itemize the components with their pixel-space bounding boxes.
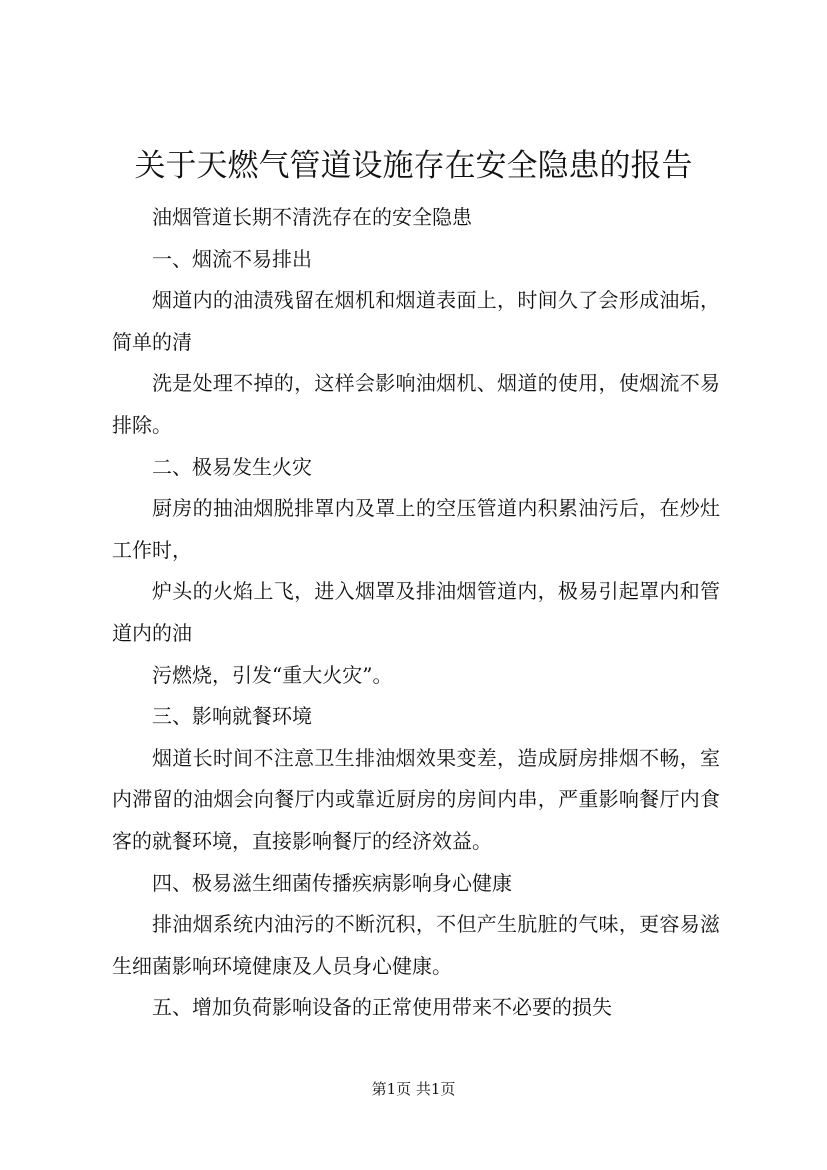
section-heading: 三、影响就餐环境 <box>152 704 312 729</box>
paragraph: 炉头的火焰上飞，进入烟罩及排油烟管道内，极易引起罩内和管道内的油 <box>112 579 720 645</box>
paragraph: 烟道内的油渍残留在烟机和烟道表面上，时间久了会形成油垢，简单的清 <box>112 288 720 354</box>
section-heading: 五、增加负荷影响设备的正常使用带来不必要的损失 <box>152 995 612 1020</box>
paragraph: 烟道长时间不注意卫生排油烟效果变差，造成厨房排烟不畅，室内滞留的油烟会向餐厅内或靠近厨房的房间内串，严重影响餐厅内食客的就餐环境，直接影响餐厅的经济效益。 <box>112 745 720 853</box>
document-body <box>112 197 720 1029</box>
paragraph: 洗是处理不掉的，这样会影响油烟机、烟道的使用，使烟流不易排除。 <box>112 371 720 437</box>
paragraph: 污燃烧，引发“重大火灾”。 <box>152 662 393 687</box>
paragraph: 厨房的抽油烟脱排罩内及罩上的空压管道内积累油污后，在炒灶工作时， <box>112 496 720 562</box>
section-heading: 一、烟流不易排出 <box>152 246 312 271</box>
section-heading: 二、极易发生火灾 <box>152 454 312 479</box>
page-number-footer: 第1页 共1页 <box>371 1080 456 1098</box>
paragraph: 油烟管道长期不清洗存在的安全隐患 <box>152 205 472 229</box>
paragraph: 排油烟系统内油污的不断沉积，不但产生肮脏的气味，更容易滋生细菌影响环境健康及人员身心健康。 <box>112 912 720 978</box>
section-heading: 四、极易滋生细菌传播疾病影响身心健康 <box>152 870 512 895</box>
document-title: 关于天燃气管道设施存在安全隐患的报告 <box>134 148 693 184</box>
